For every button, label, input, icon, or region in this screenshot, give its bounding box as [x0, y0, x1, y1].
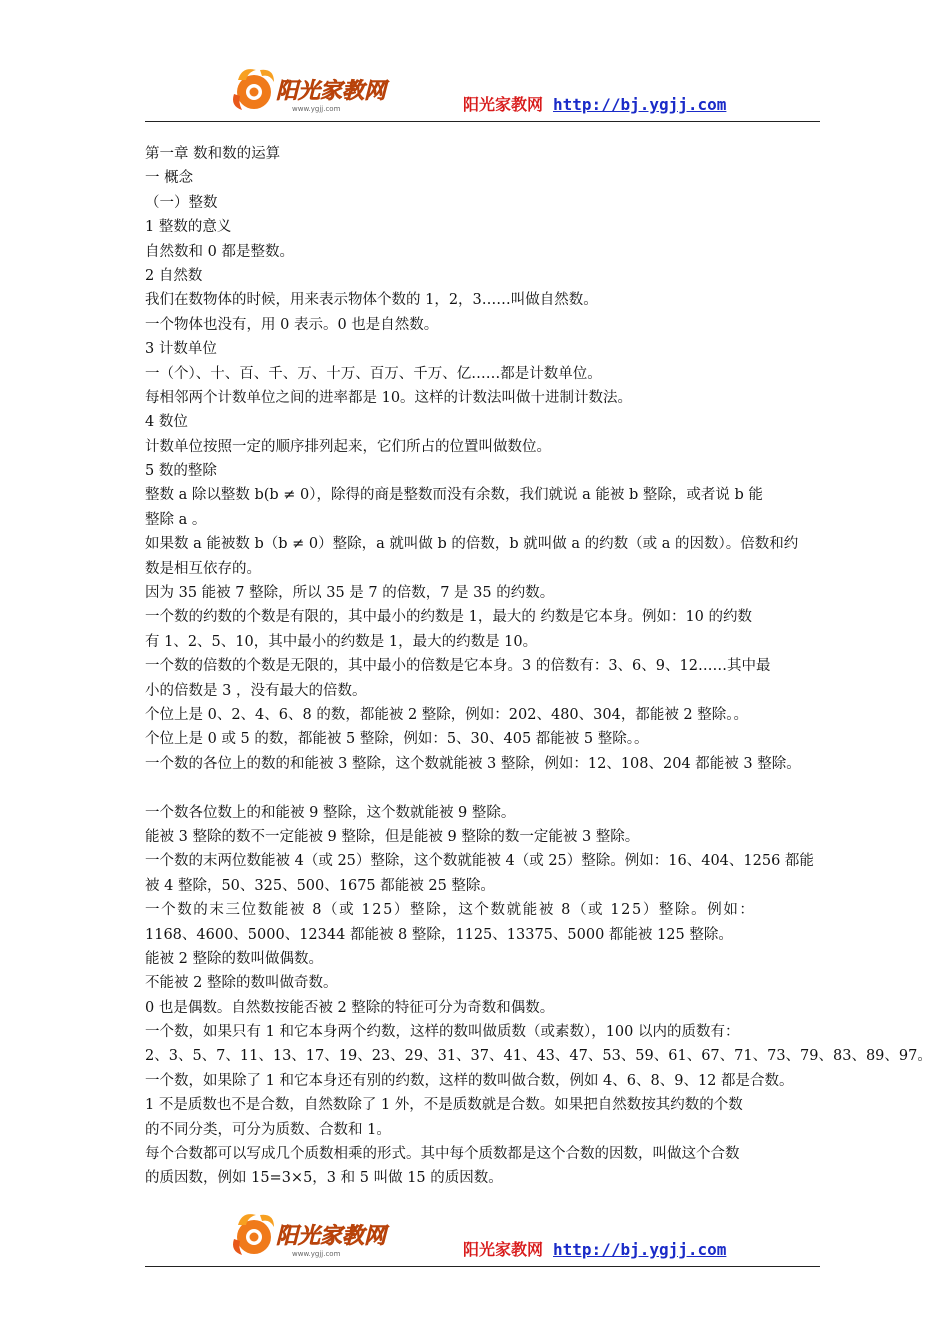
- blank-line: [145, 776, 825, 800]
- brand-url-link[interactable]: http://bj.ygjj.com: [553, 1240, 727, 1259]
- paragraph-line: 一个物体也没有，用 0 表示。0 也是自然数。: [145, 316, 439, 333]
- paragraph-line: 如果数 a 能被数 b（b ≠ 0）整除，a 就叫做 b 的倍数，b 就叫做 a 的约数（或 a 的因数）。倍数和约: [145, 536, 799, 553]
- paragraph-line: 一个数，如果除了 1 和它本身还有别的约数，这样的数叫做合数，例如 4、6、8、9、12 都是合数。: [145, 1072, 794, 1089]
- logo-url-text: www.ygjj.com: [292, 1250, 341, 1258]
- paragraph-line: 数是相互依存的。: [145, 560, 261, 577]
- paragraph-line: 的不同分类，可分为质数、合数和 1。: [145, 1121, 391, 1138]
- footer-rule: [145, 1266, 820, 1267]
- subsection-heading: （一）整数: [145, 194, 218, 211]
- logo-text: 阳光家教网: [276, 1224, 387, 1249]
- paragraph-line: 一个数的末三位数能被 8（或 125）整除，这个数就能被 8（或 125）整除。例如：: [145, 902, 756, 919]
- logo-text: 阳光家教网: [276, 79, 387, 104]
- brand-line: [463, 92, 726, 115]
- paragraph-line: 小的倍数是 3 ，没有最大的倍数。: [145, 682, 367, 699]
- ygjj-logo-icon: [230, 64, 405, 116]
- brand-url-link[interactable]: http://bj.ygjj.com: [553, 95, 727, 114]
- brand-line: [463, 1237, 726, 1260]
- item-heading: 5 数的整除: [145, 463, 217, 480]
- paragraph-line: 1168、4600、5000、12344 都能被 8 整除，1125、13375、5000 都能被 125 整除。: [145, 926, 733, 943]
- page-footer: [145, 1205, 820, 1265]
- paragraph-line: 一个数各位数上的和能被 9 整除，这个数就能被 9 整除。: [145, 804, 516, 821]
- paragraph-line: 整除 a 。: [145, 511, 207, 528]
- paragraph-line: 我们在数物体的时候，用来表示物体个数的 1，2，3……叫做自然数。: [145, 292, 598, 309]
- brand-name: 阳光家教网: [463, 1240, 544, 1259]
- paragraph-line: 能被 3 整除的数不一定能被 9 整除，但是能被 9 整除的数一定能被 3 整除。: [145, 828, 640, 845]
- paragraph-line: 一个数的各位上的数的和能被 3 整除，这个数就能被 3 整除，例如：12、108、204 都能被 3 整除。: [145, 755, 801, 772]
- paragraph-line: 自然数和 0 都是整数。: [145, 243, 294, 260]
- item-heading: 2 自然数: [145, 267, 203, 284]
- paragraph-line: 计数单位按照一定的顺序排列起来，它们所占的位置叫做数位。: [145, 438, 551, 455]
- paragraph-line: 被 4 整除，50、325、500、1675 都能被 25 整除。: [145, 877, 495, 894]
- brand-name: 阳光家教网: [463, 95, 544, 114]
- document-body: [145, 142, 932, 1191]
- item-heading: 4 数位: [145, 414, 188, 431]
- paragraph-line: 整数 a 除以整数 b(b ≠ 0），除得的商是整数而没有余数，我们就说 a 能被 b 整除，或者说 b 能: [145, 487, 763, 504]
- paragraph-line: 能被 2 整除的数叫做偶数。: [145, 950, 323, 967]
- paragraph-line: 因为 35 能被 7 整除，所以 35 是 7 的倍数，7 是 35 的约数。: [145, 585, 555, 602]
- header-rule: [145, 121, 820, 122]
- paragraph-line: 个位上是 0、2、4、6、8 的数，都能被 2 整除，例如：202、480、304，都能被 2 整除。。: [145, 706, 749, 723]
- paragraph-line: 一（个）、十、百、千、万、十万、百万、千万、亿……都是计数单位。: [145, 365, 602, 382]
- paragraph-line: 一个数，如果只有 1 和它本身两个约数，这样的数叫做质数（或素数），100 以内的质数有：: [145, 1024, 740, 1041]
- prime-list-line: 2、3、5、7、11、13、17、19、23、29、31、37、41、43、47、53、59、61、67、71、73、79、83、89、97。: [145, 1048, 932, 1065]
- paragraph-line: 每个合数都可以写成几个质数相乘的形式。其中每个质数都是这个合数的因数，叫做这个合数: [145, 1146, 740, 1163]
- chapter-title: 第一章 数和数的运算: [145, 146, 281, 162]
- section-heading: 一 概念: [145, 170, 194, 187]
- paragraph-line: 不能被 2 整除的数叫做奇数。: [145, 975, 338, 992]
- paragraph-line: 有 1、2、5、10，其中最小的约数是 1，最大的约数是 10。: [145, 633, 538, 650]
- paragraph-line: 每相邻两个计数单位之间的进率都是 10。这样的计数法叫做十进制计数法。: [145, 389, 633, 406]
- page-header: [145, 60, 820, 120]
- item-heading: 3 计数单位: [145, 341, 217, 358]
- item-heading: 1 整数的意义: [145, 219, 232, 236]
- paragraph-line: 一个数的约数的个数是有限的，其中最小的约数是 1，最大的 约数是它本身。例如：10 的约数: [145, 609, 752, 626]
- paragraph-line: 个位上是 0 或 5 的数，都能被 5 整除，例如：5、30、405 都能被 5 整除。。: [145, 731, 649, 748]
- paragraph-line: 0 也是偶数。自然数按能否被 2 整除的特征可分为奇数和偶数。: [145, 999, 555, 1016]
- paragraph-line: 一个数的倍数的个数是无限的，其中最小的倍数是它本身。3 的倍数有：3、6、9、12……其中最: [145, 658, 771, 675]
- ygjj-logo-icon: [230, 1209, 405, 1261]
- paragraph-line: 的质因数，例如 15=3×5，3 和 5 叫做 15 的质因数。: [145, 1170, 503, 1187]
- paragraph-line: 1 不是质数也不是合数，自然数除了 1 外，不是质数就是合数。如果把自然数按其约数的个数: [145, 1097, 743, 1114]
- logo-url-text: www.ygjj.com: [292, 105, 341, 113]
- paragraph-line: 一个数的末两位数能被 4（或 25）整除，这个数就能被 4（或 25）整除。例如：16、404、1256 都能: [145, 853, 814, 870]
